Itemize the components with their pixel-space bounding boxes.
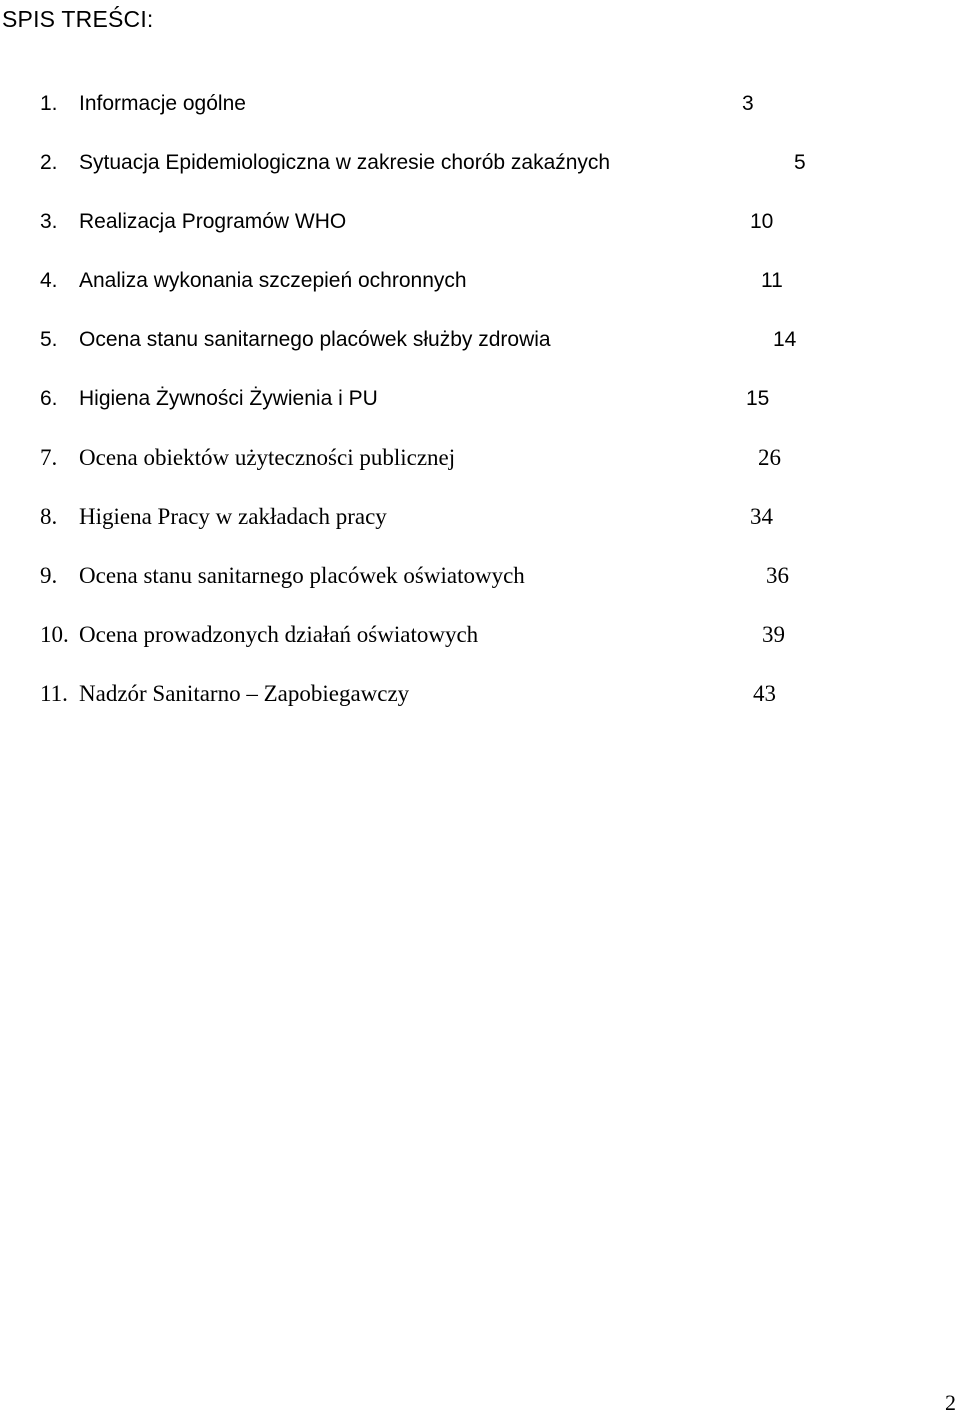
toc-entry-title: Nadzór Sanitarno – Zapobiegawczy (79, 681, 410, 706)
toc-entry (0, 384, 900, 414)
toc-entry (0, 620, 900, 650)
toc-entry-page: 14 (773, 328, 797, 351)
toc-entry-number: 1. (40, 92, 58, 115)
toc-entry-title: Ocena stanu sanitarnego placówek służby zdrowia (79, 328, 551, 351)
toc-entry-title: Realizacja Programów WHO (79, 210, 347, 233)
toc-entry-page: 36 (766, 563, 789, 588)
toc-entry-number: 9. (40, 563, 58, 588)
toc-entry-title: Analiza wykonania szczepień ochronnych (79, 269, 467, 292)
toc-entry-number: 8. (40, 504, 58, 529)
toc-entry-number: 10. (40, 622, 69, 647)
toc-entry-number: 7. (40, 445, 58, 470)
toc-entry (0, 443, 900, 473)
toc-entry (0, 502, 900, 532)
toc-heading: SPIS TREŚCI: (2, 6, 154, 32)
toc-entry (0, 89, 900, 119)
toc-entry-title: Ocena obiektów użyteczności publicznej (79, 445, 456, 470)
toc-entry-number: 11. (40, 681, 68, 706)
toc-entry (0, 325, 900, 355)
toc-entry-title: Higiena Pracy w zakładach pracy (79, 504, 387, 529)
page-number: 2 (945, 1390, 956, 1415)
toc-entry-title: Informacje ogólne (79, 92, 246, 115)
toc-entry-number: 3. (40, 210, 58, 233)
toc-entry-number: 6. (40, 387, 58, 410)
toc-entry-number: 5. (40, 328, 58, 351)
toc-entry-page: 34 (750, 504, 773, 529)
toc-entry (0, 207, 900, 237)
toc-entry (0, 148, 900, 178)
toc-entry (0, 561, 900, 591)
toc-entry-page: 11 (761, 269, 783, 292)
toc-entry-page: 3 (742, 92, 754, 115)
toc-entry-number: 2. (40, 151, 58, 174)
toc-entry-page: 5 (794, 151, 806, 174)
toc-entry-number: 4. (40, 269, 58, 292)
toc-entry-page: 10 (750, 210, 774, 233)
toc-entry-title: Sytuacja Epidemiologiczna w zakresie chorób zakaźnych (79, 151, 611, 174)
toc-entry (0, 266, 900, 296)
toc-entry-title: Higiena Żywności Żywienia i PU (79, 387, 378, 410)
toc-entry-title: Ocena prowadzonych działań oświatowych (79, 622, 479, 647)
toc-entry-title: Ocena stanu sanitarnego placówek oświatowych (79, 563, 525, 588)
toc-entry-page: 39 (762, 622, 785, 647)
toc-entry-page: 15 (746, 387, 770, 410)
toc-entry-page: 43 (753, 681, 776, 706)
toc-entry (0, 679, 900, 709)
toc-entry-page: 26 (758, 445, 781, 470)
